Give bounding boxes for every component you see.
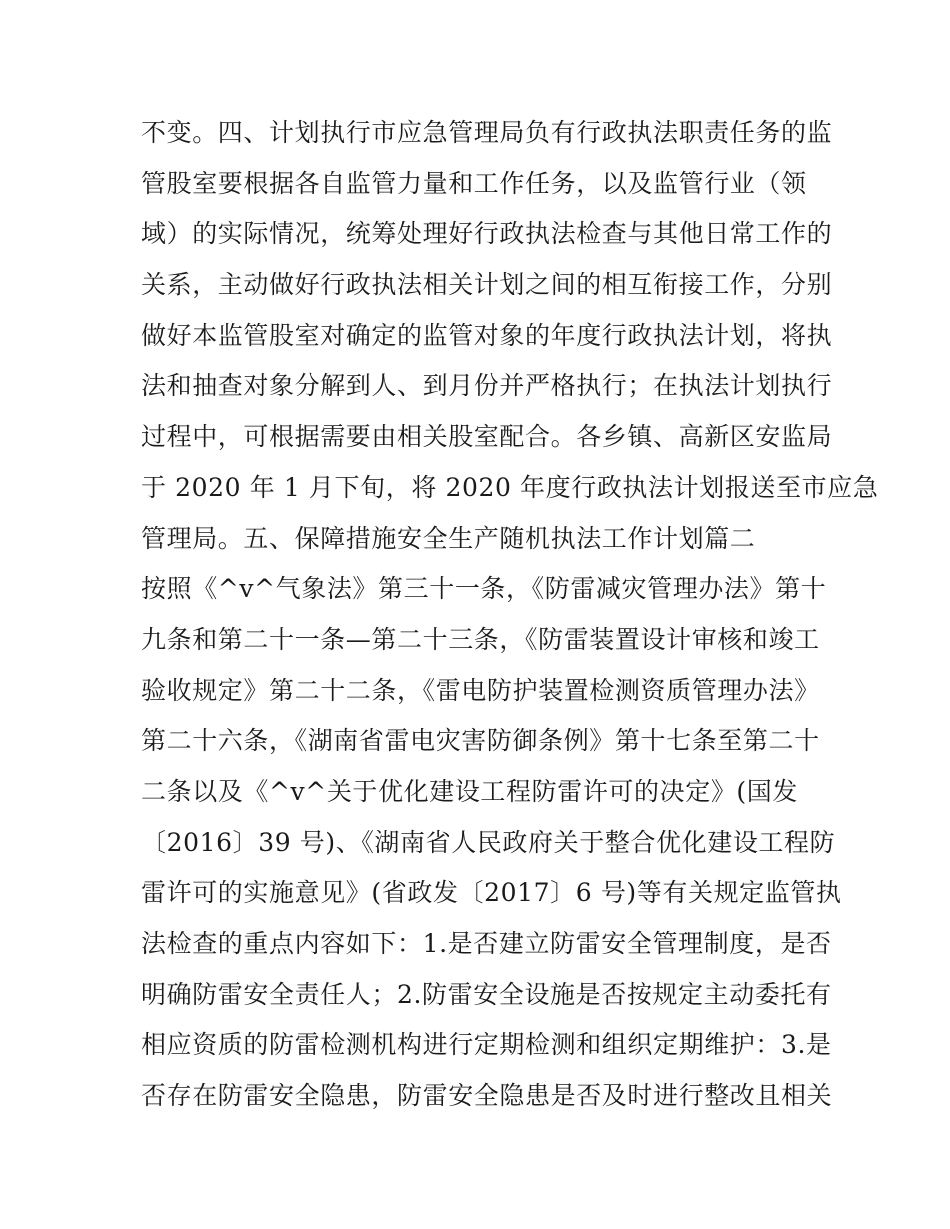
text-line: 第二十六条，《湖南省雷电灾害防御条例》第十七条至第二十	[141, 726, 820, 756]
text-line: 域）的实际情况，统筹处理好行政执法检查与其他日常工作的	[141, 219, 833, 249]
text-line: 雷许可的实施意见》(省政发〔2017〕6 号)等有关规定监管执	[141, 878, 842, 908]
text-line: 做好本监管股室对确定的监管对象的年度行政执法计划，将执	[141, 320, 833, 350]
text-line: 验收规定》第二十二条，《雷电防护装置检测资质管理办法》	[141, 675, 820, 705]
text-line: 九条和第二十一条—第二十三条，《防雷装置设计审核和竣工	[141, 624, 820, 654]
text-line: 按照《^v^气象法》第三十一条，《防雷减灾管理办法》第十	[141, 574, 827, 604]
text-line: 管股室要根据各自监管力量和工作任务，以及监管行业（领	[141, 168, 807, 198]
text-line: 关系，主动做好行政执法相关计划之间的相互衔接工作，分别	[141, 270, 833, 300]
text-line: 否存在防雷安全隐患，防雷安全隐患是否及时进行整改且相关	[141, 1081, 833, 1111]
body-text	[141, 108, 879, 1122]
text-line: 不变。四、计划执行市应急管理局负有行政执法职责任务的监	[141, 118, 833, 147]
text-line: 法检查的重点内容如下：1.是否建立防雷安全管理制度，是否	[141, 929, 832, 958]
text-line: 二条以及《^v^关于优化建设工程防雷许可的决定》(国发	[141, 776, 798, 806]
text-line: 〔2016〕39 号)、《湖南省人民政府关于整合优化建设工程防	[141, 827, 836, 857]
text-line: 于 2020 年 1 月下旬，将 2020 年度行政执法计划报送至市应急	[141, 472, 879, 502]
text-line: 法和抽查对象分解到人、到月份并严格执行；在执法计划执行	[141, 371, 833, 401]
text-line: 明确防雷安全责任人；2.防雷安全设施是否按规定主动委托有	[141, 979, 832, 1009]
text-line: 管理局。五、保障措施安全生产随机执法工作计划篇二	[141, 523, 756, 553]
text-line: 相应资质的防雷检测机构进行定期检测和组织定期维护：3.是	[141, 1030, 832, 1060]
text-line: 过程中，可根据需要由相关股室配合。各乡镇、高新区安监局	[141, 422, 833, 452]
